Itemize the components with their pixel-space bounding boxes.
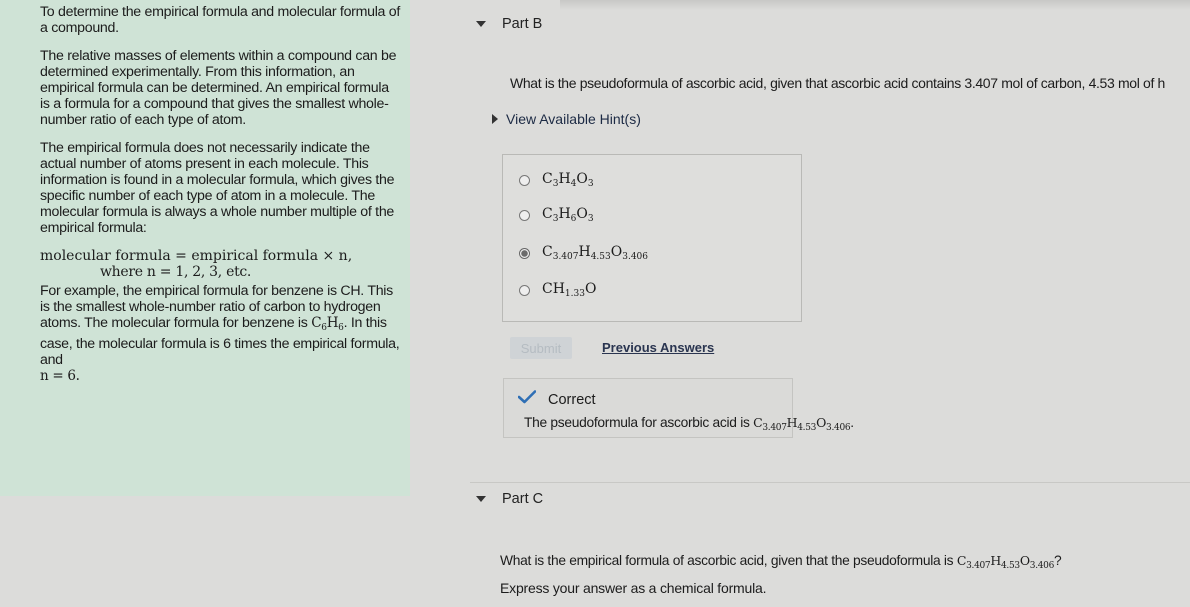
submit-button[interactable]: Submit [510,337,572,359]
part-c-formula: $C_{3.407}H_{4.53}O_{3.406}$ [956,553,1055,571]
view-hints-toggle[interactable] [492,111,641,127]
where-line: where n = 1, 2, 3, etc. [100,264,252,280]
intro-panel [0,0,410,496]
example-n: n = 6. [40,368,80,384]
part-b-question: What is the pseudoformula of ascorbic acid, given that ascorbic acid contains 3.407 mol of carbon, 4.53 mol of h [510,75,1165,91]
radio-button[interactable] [519,285,530,296]
part-b-title: Part B [502,16,543,32]
part-b-header[interactable] [476,16,542,32]
choice-formula: $C_3H_6O_3$ [542,206,594,224]
checkmark-icon [518,390,536,404]
answer-choices [502,154,802,322]
choice-option[interactable] [519,171,594,189]
collapse-caret-icon[interactable] [476,21,486,27]
view-hints-label: View Available Hint(s) [506,111,641,127]
benzene-formula: $C_6H_6$ [311,315,344,333]
choice-option[interactable] [519,206,594,224]
example-text-1: For example, the empirical formula for benzene is CH. This is the smallest whole-number ratio of carbon to hydrogen atoms. The molecular formula for benzene is [40,283,393,331]
radio-button-selected[interactable] [519,248,530,259]
part-c-header[interactable] [476,491,543,507]
section-divider [470,482,1190,483]
part-c-instruction: Express your answer as a chemical formula. [500,580,767,596]
feedback-title: Correct [548,392,596,408]
choice-formula: $C_{3.407}H_{4.53}O_{3.406}$ [542,244,648,262]
feedback-text: The pseudoformula for ascorbic acid is $C_{3.407}H_{4.53}O_{3.406}$. [524,415,854,433]
intro-paragraph-1: The relative masses of elements within a compound can be determined experimentally. From this information, an empirical formula can be determined. An empirical formula is a formula for a compound that gives the smallest whole-number ratio of each type of atom. [40,48,397,128]
expand-triangle-icon [492,114,498,124]
benzene-example [40,283,400,384]
part-c-question: What is the empirical formula of ascorbic acid, given that the pseudoformula is $C_{3.407}H_{4.53}O_{3.406}$? [500,553,1062,571]
choice-option-selected[interactable] [519,244,648,262]
choice-option[interactable] [519,281,596,299]
feedback-formula: $C_{3.407}H_{4.53}O_{3.406}$ [753,415,851,433]
radio-button[interactable] [519,210,530,221]
molecular-formula-equation: molecular formula = empirical formula × n, [40,248,353,264]
example-text-2: . In this case, the molecular formula is 6 times the empirical formula, and [40,315,400,368]
feedback-box [503,378,854,438]
previous-answers-link[interactable]: Previous Answers [602,340,715,355]
part-c-title: Part C [502,491,544,507]
radio-button[interactable] [519,175,530,186]
choice-formula: $C_3H_4O_3$ [542,171,594,189]
collapse-caret-icon[interactable] [476,496,486,502]
intro-paragraph-2: The empirical formula does not necessarily indicate the actual number of atoms present in each molecule. This information is found in a molecular formula, which gives the specific number of each type of atom in a molecule. The molecular formula is always a whole number multiple of the empirical formula: [40,140,395,236]
top-shadow [560,0,1190,10]
choice-formula: $CH_{1.33}O$ [542,281,597,299]
intro-lead: To determine the empirical formula and molecular formula of a compound. [40,4,401,36]
